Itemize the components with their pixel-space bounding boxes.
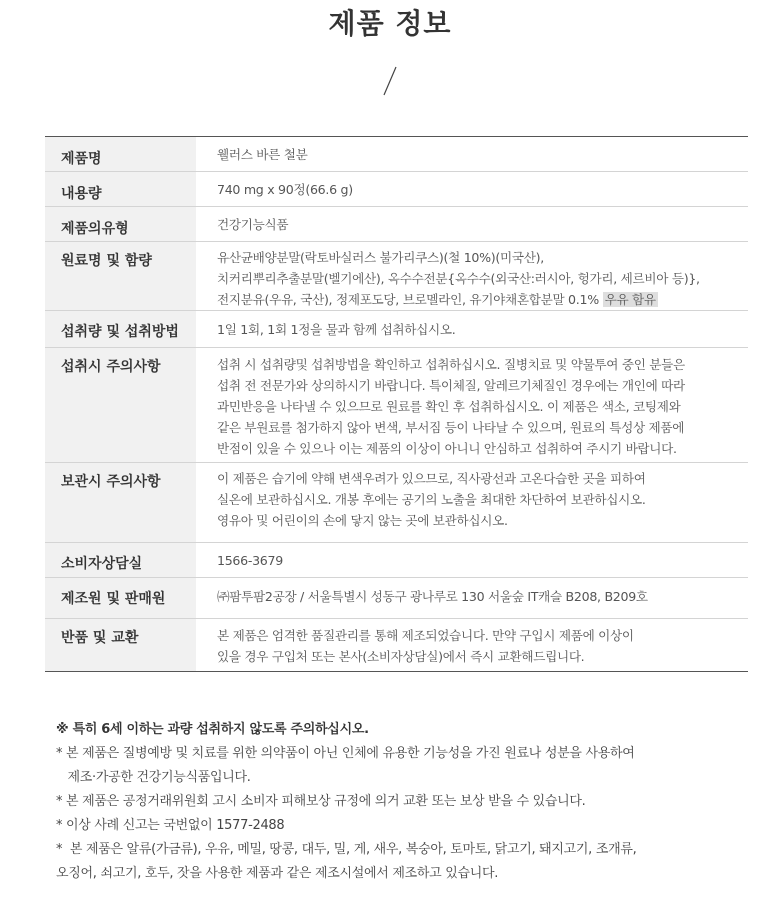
product-info-table bbox=[45, 136, 748, 672]
row-value bbox=[196, 311, 748, 348]
row-label: 제품명 bbox=[45, 137, 196, 172]
note-line: * 본 제품은 질병예방 및 치료를 위한 의약품이 아닌 인체에 유용한 기능성을 가진 원료나 성분을 사용하여 bbox=[56, 746, 635, 761]
row-value-line: 740 mg x 90정(66.6 g) bbox=[217, 182, 353, 197]
row-value-line: 건강기능식품 bbox=[217, 217, 289, 232]
row-value-line: 과민반응을 나타낼 수 있으므로 원료를 확인 후 섭취하십시오. 이 제품은 색소, 코팅제와 bbox=[217, 399, 681, 414]
table-row bbox=[45, 137, 748, 172]
note-line: 오징어, 쇠고기, 호두, 잣을 사용한 제품과 같은 제조시설에서 제조하고 있습니다. bbox=[56, 866, 499, 881]
row-value-line: 유산균배양분말(락토바실러스 불가리쿠스)(철 10%)(미국산), bbox=[217, 250, 544, 265]
table-row bbox=[45, 348, 748, 463]
table-row bbox=[45, 619, 748, 672]
row-value bbox=[196, 348, 748, 463]
row-value bbox=[196, 463, 748, 543]
row-value-line: 본 제품은 엄격한 품질관리를 통해 제조되었습니다. 만약 구입시 제품에 이상이 bbox=[217, 628, 634, 643]
note-line: * 본 제품은 알류(가금류), 우유, 메밀, 땅콩, 대두, 밀, 게, 새우, 복숭아, 토마토, 닭고기, 돼지고기, 조개류, bbox=[56, 842, 637, 857]
row-value bbox=[196, 578, 748, 619]
slash-divider bbox=[383, 66, 397, 96]
row-label: 내용량 bbox=[45, 172, 196, 207]
notes-section bbox=[56, 718, 756, 886]
row-value-line: 1566-3679 bbox=[217, 553, 283, 568]
row-label: 섭취량 및 섭취방법 bbox=[45, 311, 196, 348]
allergen-highlight: 우유 함유 bbox=[604, 292, 656, 307]
row-value bbox=[196, 543, 748, 578]
table-row bbox=[45, 242, 748, 311]
row-value-line: 치커리뿌리추출분말(벨기에산), 옥수수전분{옥수수(외국산:러시아, 헝가리, 세르비아 등)}, bbox=[217, 271, 700, 286]
note-line: * 본 제품은 공정거래위원회 고시 소비자 피해보상 규정에 의거 교환 또는 보상 받을 수 있습니다. bbox=[56, 794, 586, 809]
table-row bbox=[45, 463, 748, 543]
row-value-line: 반점이 있을 수 있으나 이는 제품의 이상이 아니니 안심하고 섭취하여 주시기 바랍니다. bbox=[217, 441, 677, 456]
table-row bbox=[45, 543, 748, 578]
row-label: 제조원 및 판매원 bbox=[45, 578, 196, 619]
row-value bbox=[196, 242, 748, 311]
row-label: 보관시 주의사항 bbox=[45, 463, 196, 543]
row-label: 제품의유형 bbox=[45, 207, 196, 242]
row-value-line: 섭취 시 섭취량및 섭취방법을 확인하고 섭취하십시오. 질병치료 및 약물투여 중인 분들은 bbox=[217, 357, 685, 372]
table-row bbox=[45, 207, 748, 242]
row-value-line: 있을 경우 구입처 또는 본사(소비자상담실)에서 즉시 교환해드립니다. bbox=[217, 649, 585, 664]
row-value bbox=[196, 207, 748, 242]
row-label: 원료명 및 함량 bbox=[45, 242, 196, 311]
page-title: 제품 정보 bbox=[328, 7, 452, 40]
notes-warning: ※ 특히 6세 이하는 과량 섭취하지 않도록 주의하십시오. bbox=[56, 722, 369, 737]
row-value-line: 이 제품은 습기에 약해 변색우려가 있으므로, 직사광선과 고온다습한 곳을 피하여 bbox=[217, 471, 646, 486]
row-value-line: 영유아 및 어린이의 손에 닿지 않는 곳에 보관하십시오. bbox=[217, 513, 508, 528]
row-value bbox=[196, 619, 748, 672]
row-label: 섭취시 주의사항 bbox=[45, 348, 196, 463]
row-value-line: 웰러스 바른 철분 bbox=[217, 147, 308, 162]
row-label: 반품 및 교환 bbox=[45, 619, 196, 672]
row-value-line: 같은 부원료를 첨가하지 않아 변색, 부서짐 등이 나타날 수 있으며, 원료의 특성상 제품에 bbox=[217, 420, 685, 435]
table-row bbox=[45, 578, 748, 619]
row-value-line: ㈜팜투팜2공장 / 서울특별시 성동구 광나루로 130 서울숲 IT캐슬 B208, B209호 bbox=[217, 589, 648, 604]
note-line: 제조·가공한 건강기능식품입니다. bbox=[56, 770, 251, 785]
row-value-line: 실온에 보관하십시오. 개봉 후에는 공기의 노출을 최대한 차단하여 보관하십시오. bbox=[217, 492, 646, 507]
row-value bbox=[196, 137, 748, 172]
note-line: * 이상 사례 신고는 국번없이 1577-2488 bbox=[56, 818, 285, 833]
row-value-line: 섭취 전 전문가와 상의하시기 바랍니다. 특이체질, 알레르기체질인 경우에는 개인에 따라 bbox=[217, 378, 685, 393]
row-value-line: 전지분유(우유, 국산), 정제포도당, 브로멜라인, 유기야채혼합분말 0.1% bbox=[217, 292, 599, 307]
row-label: 소비자상담실 bbox=[45, 543, 196, 578]
row-value bbox=[196, 172, 748, 207]
row-value-line: 1일 1회, 1회 1정을 물과 함께 섭취하십시오. bbox=[217, 322, 456, 337]
table-row bbox=[45, 172, 748, 207]
table-row bbox=[45, 311, 748, 348]
